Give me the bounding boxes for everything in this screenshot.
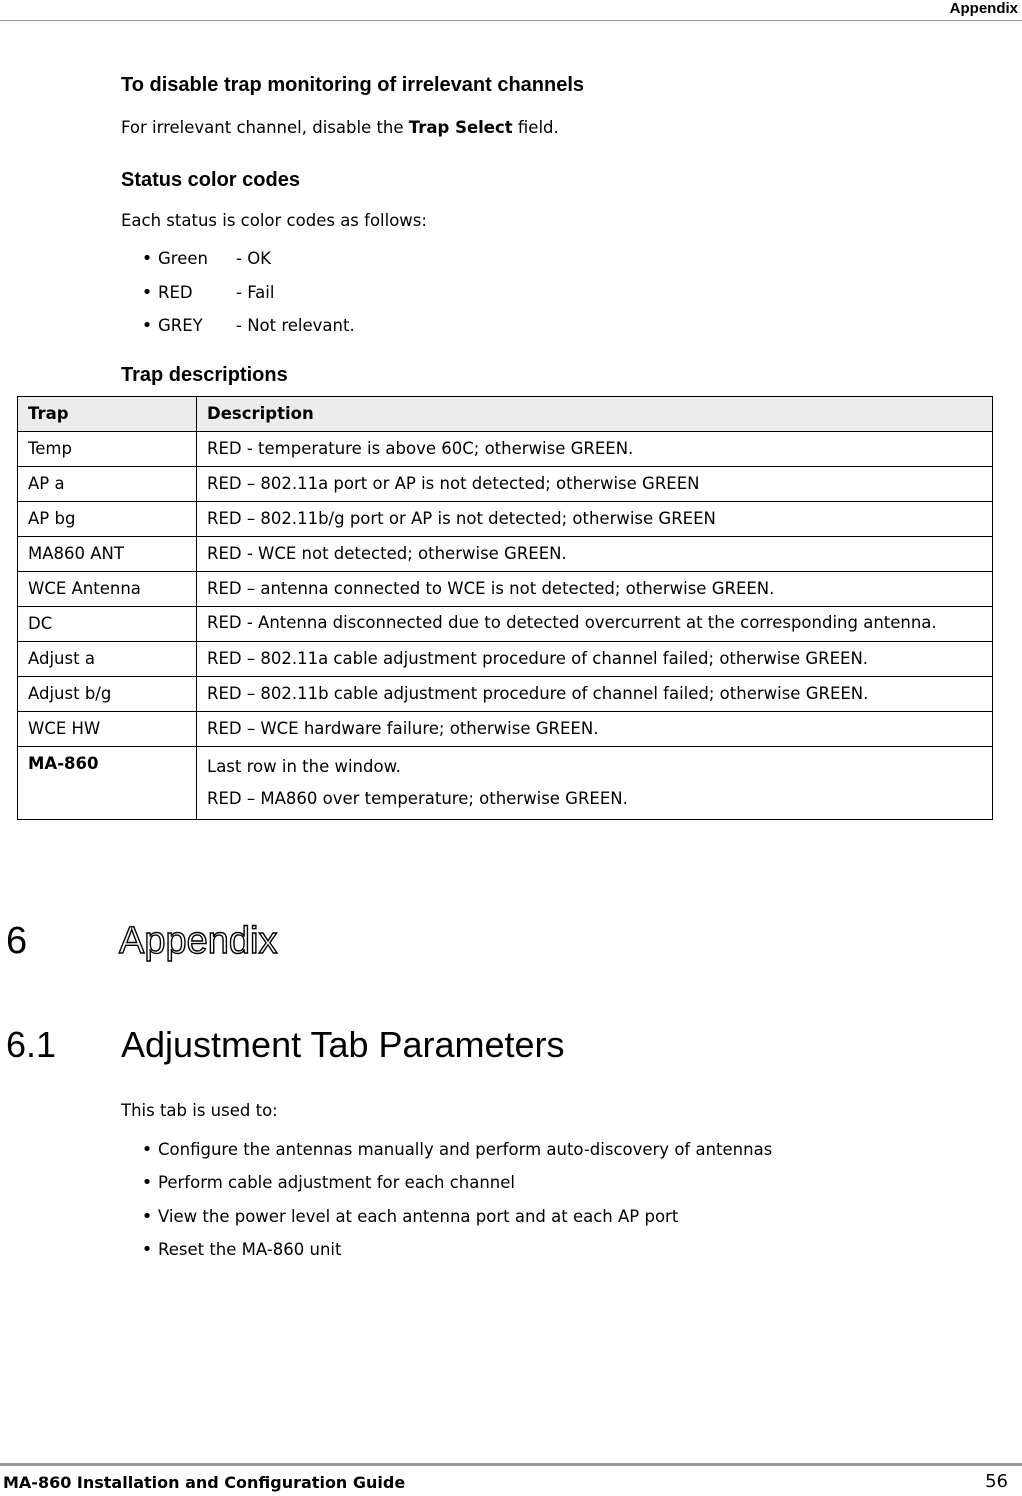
trap-name: AP a	[18, 467, 197, 502]
footer-divider	[0, 1463, 1022, 1466]
status-heading: Status color codes	[121, 169, 300, 191]
table-row	[18, 537, 993, 572]
disable-text-before: For irrelevant channel, disable the	[121, 118, 409, 137]
trap-name: Temp	[18, 432, 197, 467]
column-header-description: Description	[197, 397, 993, 432]
bullet-icon: •	[141, 248, 153, 269]
trap-name: DC	[18, 607, 197, 642]
bullet-icon: •	[141, 1172, 153, 1193]
trap-name: Adjust a	[18, 642, 197, 677]
list-item-text: Reset the MA-860 unit	[158, 1240, 342, 1259]
trap-description: RED - WCE not detected; otherwise GREEN.	[197, 537, 993, 572]
page-number: 56	[985, 1471, 1008, 1492]
trap-description-line: Last row in the window.	[207, 757, 401, 776]
trap-description: RED - Antenna disconnected due to detected overcurrent at the corresponding antenna.	[197, 607, 993, 642]
table-row	[18, 607, 993, 642]
table-row	[18, 572, 993, 607]
table-row	[18, 502, 993, 537]
trap-heading: Trap descriptions	[121, 364, 288, 386]
trap-description: RED - temperature is above 60C; otherwise GREEN.	[197, 432, 993, 467]
trap-description	[197, 747, 993, 820]
trap-name: MA-860	[18, 747, 197, 820]
list-item-text: Configure the antennas manually and perform auto-discovery of antennas	[158, 1140, 773, 1159]
table-row	[18, 467, 993, 502]
status-meaning: - Not relevant.	[236, 316, 355, 335]
table-row	[18, 677, 993, 712]
trap-name: AP bg	[18, 502, 197, 537]
bullet-icon: •	[141, 1239, 153, 1260]
trap-name: WCE HW	[18, 712, 197, 747]
disable-text-after: field.	[512, 118, 559, 137]
header-title: Appendix	[949, 0, 1018, 17]
table-row	[18, 747, 993, 820]
status-color: GREY	[158, 316, 203, 335]
trap-name: Adjust b/g	[18, 677, 197, 712]
status-meaning: - OK	[236, 249, 272, 268]
trap-description: RED – WCE hardware failure; otherwise GREEN.	[197, 712, 993, 747]
trap-description: RED – antenna connected to WCE is not detected; otherwise GREEN.	[197, 572, 993, 607]
trap-table	[17, 396, 993, 820]
status-color: Green	[158, 249, 208, 268]
bullet-icon: •	[141, 1206, 153, 1227]
bullet-icon: •	[141, 1139, 153, 1160]
disable-paragraph	[121, 118, 1001, 138]
status-intro: Each status is color codes as follows:	[121, 211, 427, 230]
subsection-intro-wrap	[121, 1101, 1001, 1121]
table-row	[18, 712, 993, 747]
status-color: RED	[158, 283, 193, 302]
table-row	[18, 642, 993, 677]
subsection-title: Adjustment Tab Parameters	[121, 1024, 565, 1065]
trap-description: RED – 802.11b cable adjustment procedure of channel failed; otherwise GREEN.	[197, 677, 993, 712]
trap-description: RED – 802.11b/g port or AP is not detected; otherwise GREEN	[197, 502, 993, 537]
bullet-icon: •	[141, 282, 153, 303]
page-header	[0, 0, 1022, 21]
trap-select-term: Trap Select	[408, 118, 513, 137]
trap-name: MA860 ANT	[18, 537, 197, 572]
subsection-number: 6.1	[6, 1024, 57, 1065]
trap-description-line: RED – MA860 over temperature; otherwise GREEN.	[207, 789, 628, 808]
status-section	[121, 169, 1001, 192]
trap-description: RED – 802.11a port or AP is not detected; otherwise GREEN	[197, 467, 993, 502]
disable-heading: To disable trap monitoring of irrelevant channels	[121, 74, 585, 96]
trap-section	[121, 364, 1001, 387]
chapter-title: Appendix	[119, 920, 278, 962]
chapter-number: 6	[6, 920, 28, 962]
trap-description: RED – 802.11a cable adjustment procedure of channel failed; otherwise GREEN.	[197, 642, 993, 677]
list-item-text: Perform cable adjustment for each channel	[158, 1173, 515, 1192]
bullet-icon: •	[141, 315, 153, 336]
subsection-intro: This tab is used to:	[121, 1101, 278, 1120]
status-meaning: - Fail	[236, 283, 275, 302]
footer-guide-title: MA-860 Installation and Configuration Guide	[3, 1473, 406, 1492]
column-header-trap: Trap	[18, 397, 197, 432]
disable-section	[121, 74, 1001, 97]
table-row	[18, 432, 993, 467]
table-header-row	[18, 397, 993, 432]
status-intro-wrap	[121, 211, 1001, 231]
trap-name: WCE Antenna	[18, 572, 197, 607]
list-item-text: View the power level at each antenna port and at each AP port	[158, 1207, 679, 1226]
